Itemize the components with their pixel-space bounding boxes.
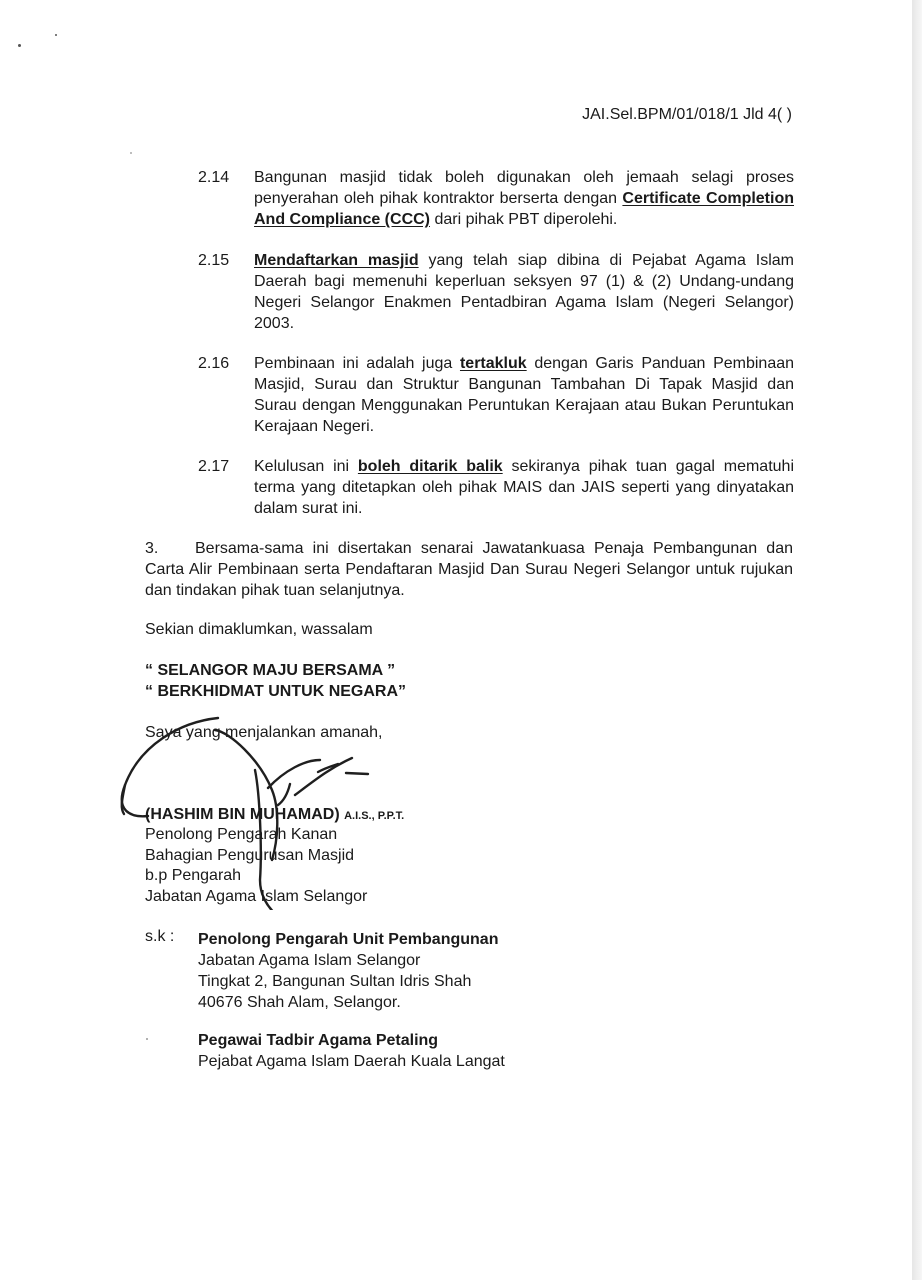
cc-recipient-title: Pegawai Tadbir Agama Petaling	[198, 1032, 439, 1049]
clause-text-part: Bangunan masjid tidak boleh digunakan oleh jemaah selagi proses penyerahan oleh pihak kontraktor berserta dengan	[254, 169, 794, 207]
reference-number: JAI.Sel.BPM/01/018/1 Jld 4( )	[582, 106, 792, 123]
cc-recipient-line: Jabatan Agama Islam Selangor	[198, 952, 421, 969]
signoff-line: Saya yang menjalankan amanah,	[145, 724, 383, 741]
signatory-organisation: Jabatan Agama Islam Selangor	[145, 888, 368, 905]
clause-text	[254, 353, 794, 437]
clause-text-part: dari pihak PBT diperolehi.	[430, 211, 618, 228]
cc-recipient	[198, 1030, 505, 1072]
slogan-line: “ SELANGOR MAJU BERSAMA ”	[145, 662, 396, 679]
clause-text-part: yang telah siap dibina di Pejabat Agama Islam Daerah bagi memenuhi keperluan seksyen 97 (1) & (2) Undang-undang Negeri Selangor Enakmen Pentadbiran Agama Islam (Negeri Selangor) 2003.	[254, 252, 794, 332]
page-edge-shadow	[912, 0, 922, 1280]
clause-number: 2.14	[198, 169, 230, 186]
signatory-department: Bahagian Pengurusan Masjid	[145, 847, 355, 864]
cc-recipient-title: Penolong Pengarah Unit Pembangunan	[198, 931, 499, 948]
signatory-on-behalf: b.p Pengarah	[145, 867, 242, 884]
cc-recipient-line: Tingkat 2, Bangunan Sultan Idris Shah	[198, 973, 472, 990]
clause-text-part: Pembinaan ini adalah juga	[254, 355, 460, 372]
signatory-name	[145, 806, 404, 824]
clause-2-14	[198, 167, 794, 230]
clause-text	[254, 250, 794, 334]
clause-text	[254, 167, 794, 230]
cc-label: s.k :	[145, 928, 175, 945]
clause-number: 2.16	[198, 355, 230, 372]
slogan-line: “ BERKHIDMAT UNTUK NEGARA”	[145, 683, 407, 700]
clause-emphasis: boleh ditarik balik	[357, 458, 503, 475]
paragraph-text: Bersama-sama ini disertakan senarai Jawatankuasa Penaja Pembangunan dan Carta Alir Pembinaan serta Pendaftaran Masjid Dan Surau Negeri Selangor untuk rujukan dan tindakan pihak tuan selanjutnya.	[145, 540, 793, 599]
clause-2-17	[198, 456, 794, 519]
clause-text-part: sekiranya pihak tuan gagal mematuhi terma yang ditetapkan oleh pihak MAIS dan JAIS seperti yang dinyatakan dalam surat ini.	[254, 458, 794, 517]
clause-number: 2.15	[198, 252, 230, 269]
clause-2-15	[198, 250, 794, 334]
cc-recipient-line: Pejabat Agama Islam Daerah Kuala Langat	[198, 1053, 505, 1070]
clause-emphasis: tertakluk	[459, 355, 527, 372]
clause-2-16	[198, 353, 794, 437]
scan-speck	[146, 1038, 148, 1040]
paragraph-3	[145, 538, 793, 601]
signatory-name-text: (HASHIM BIN MUHAMAD)	[145, 806, 340, 823]
clause-text-part: Kelulusan ini	[254, 458, 358, 475]
closing-line: Sekian dimaklumkan, wassalam	[145, 621, 373, 638]
clause-text-part: dengan Garis Panduan Pembinaan Masjid, Surau dan Struktur Bangunan Tambahan Di Tapak Masjid dan Surau dengan Menggunakan Peruntukan Kerajaan atau Bukan Peruntukan Kerajaan Negeri.	[254, 355, 795, 435]
signatory-title: Penolong Pengarah Kanan	[145, 826, 338, 843]
scan-speck	[130, 152, 132, 154]
paragraph-number: 3.	[145, 540, 159, 557]
clause-text	[254, 456, 794, 519]
scan-speck	[18, 44, 21, 47]
signatory-honours: A.I.S., P.P.T.	[344, 810, 405, 822]
scan-speck	[55, 34, 57, 36]
clause-emphasis: Mendaftarkan masjid	[254, 252, 419, 269]
cc-recipient-line: 40676 Shah Alam, Selangor.	[198, 994, 401, 1011]
clause-number: 2.17	[198, 458, 230, 475]
cc-recipient	[198, 929, 498, 1013]
clause-emphasis: Certificate Completion And Compliance (CCC)	[254, 190, 795, 228]
